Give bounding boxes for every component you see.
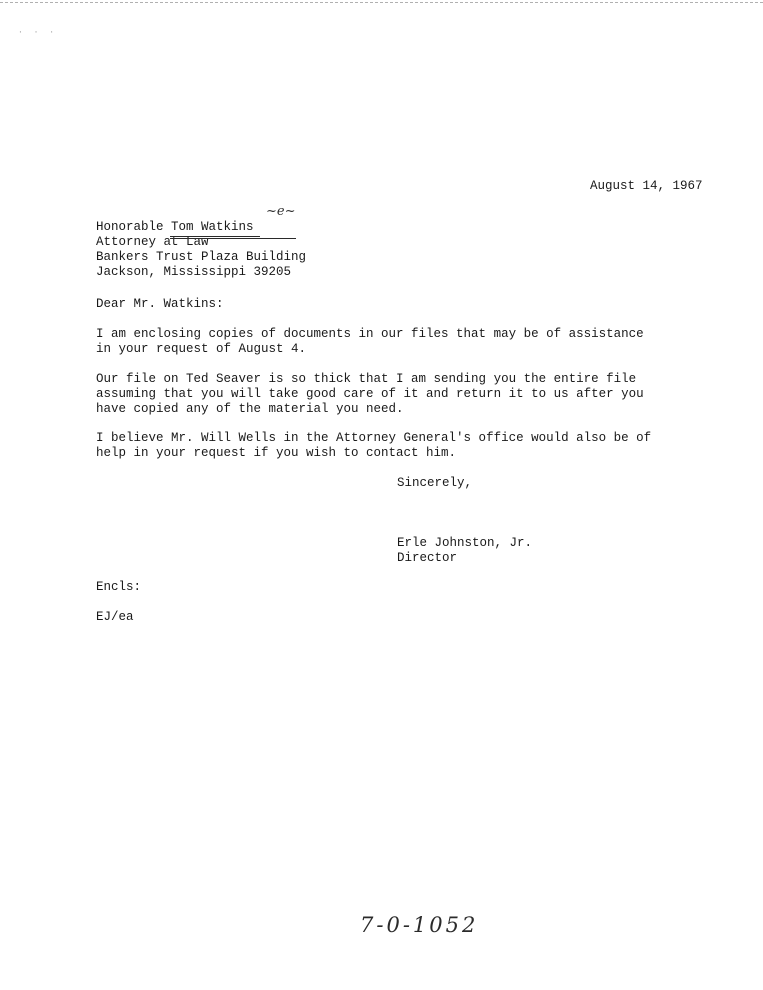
signature-title: Director: [397, 551, 458, 565]
page-top-border: [0, 2, 763, 3]
paragraph-3-line-1: I believe Mr. Will Wells in the Attorney General's office would also be of: [96, 431, 652, 445]
salutation: Dear Mr. Watkins:: [96, 297, 224, 311]
recipient-city-line: Jackson, Mississippi 39205: [96, 265, 292, 279]
paragraph-3: [96, 431, 676, 461]
signature-name: Erle Johnston, Jr.: [397, 536, 533, 550]
paragraph-2-line-2: assuming that you will take good care of it and return it to us after you: [96, 387, 644, 401]
recipient-building-line: Bankers Trust Plaza Building: [96, 250, 307, 264]
paragraph-2-line-3: have copied any of the material you need.: [96, 402, 404, 416]
letter-date: August 14, 1967: [590, 179, 703, 193]
typist-initials: EJ/ea: [96, 610, 134, 624]
enclosures-note: Encls:: [96, 580, 142, 594]
paragraph-1-line-2: in your request of August 4.: [96, 342, 307, 356]
recipient-name-line: Honorable Tom Watkins: [96, 220, 254, 234]
handwritten-file-number: 7-0-1052: [360, 913, 479, 937]
title-overline: [170, 238, 296, 239]
recipient-title-line: Attorney at Law: [96, 235, 209, 249]
paragraph-1-line-1: I am enclosing copies of documents in our files that may be of assistance: [96, 327, 644, 341]
scan-specks: · · ·: [18, 28, 58, 37]
paragraph-2-line-1: Our file on Ted Seaver is so thick that I am sending you the entire file: [96, 372, 637, 386]
paragraph-3-line-2: help in your request if you wish to contact him.: [96, 446, 457, 460]
paragraph-1: [96, 327, 676, 357]
handwritten-initial-mark: ~e~: [266, 204, 296, 219]
paragraph-2: [96, 372, 676, 417]
closing: Sincerely,: [397, 476, 473, 490]
